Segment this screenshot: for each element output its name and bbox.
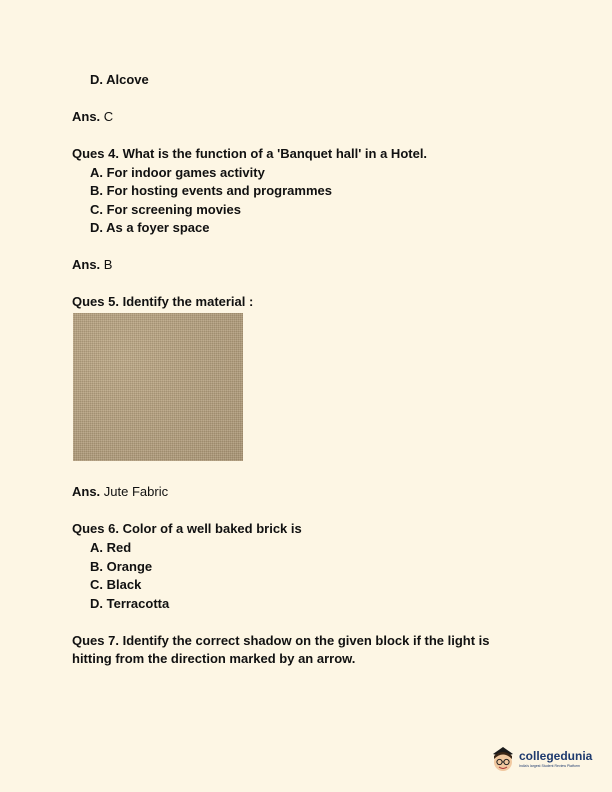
q5-answer	[72, 484, 168, 500]
q3-answer	[72, 109, 113, 125]
q6-option-a: A. Red	[90, 540, 132, 555]
logo-tagline: India's largest Student Review Platform	[519, 764, 580, 768]
answer-value: C	[103, 109, 114, 124]
collegedunia-logo	[489, 742, 599, 776]
mascot-icon	[489, 742, 517, 776]
q4-answer	[72, 257, 112, 273]
q4-question: Ques 4. What is the function of a 'Banquet hall' in a Hotel.	[72, 146, 428, 161]
answer-label: Ans.	[72, 109, 101, 124]
answer-label: Ans.	[72, 484, 101, 499]
q5-question: Ques 5. Identify the material :	[72, 294, 254, 309]
q4-option-a: A. For indoor games activity	[90, 165, 265, 180]
q4-option-c: C. For screening movies	[90, 202, 241, 217]
q6-option-c: C. Black	[90, 577, 142, 592]
q6-option-b: B. Orange	[90, 559, 153, 574]
jute-fabric-image	[73, 313, 243, 461]
q7-question-line2: hitting from the direction marked by an arrow.	[72, 651, 356, 666]
q7-question-line1: Ques 7. Identify the correct shadow on the given block if the light is	[72, 633, 490, 648]
answer-value: B	[103, 257, 113, 272]
answer-value: Jute Fabric	[103, 484, 169, 499]
q6-option-d: D. Terracotta	[90, 596, 170, 611]
q6-question: Ques 6. Color of a well baked brick is	[72, 521, 302, 536]
q4-option-d: D. As a foyer space	[90, 220, 210, 235]
q3-option-d: D. Alcove	[90, 72, 149, 87]
answer-label: Ans.	[72, 257, 101, 272]
q4-option-b: B. For hosting events and programmes	[90, 183, 332, 198]
logo-name: collegedunia	[519, 749, 593, 763]
